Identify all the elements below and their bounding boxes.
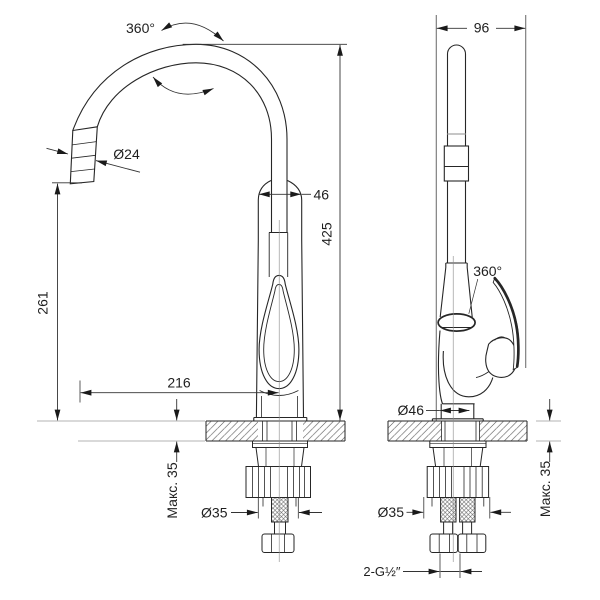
swivel-ring <box>438 314 475 331</box>
aerator <box>70 127 97 184</box>
label-deck-thickness-side: Макс. 35 <box>536 460 553 518</box>
body-profile-left <box>438 331 442 405</box>
mounting-nut <box>246 467 311 498</box>
countertop-front <box>206 421 345 441</box>
label-deck-thickness-front: Макс. 35 <box>163 462 180 519</box>
spout-rotation-arrow-inner <box>153 77 214 94</box>
label-spout-height: 261 <box>34 291 51 315</box>
countertop-hatch <box>388 421 442 441</box>
spout-rotation-arrow <box>162 23 224 41</box>
label-spout-rotation: 360° <box>126 20 155 37</box>
handle-hub <box>486 338 517 378</box>
front-mounting-hardware <box>246 441 311 553</box>
label-overall-depth: 96 <box>473 19 490 36</box>
label-base-diameter: Ø46 <box>397 401 424 418</box>
label-aerator-diameter: Ø24 <box>113 145 140 162</box>
spout-outer-curve <box>73 44 287 139</box>
base-cone <box>433 448 483 467</box>
mounting-nut <box>427 467 488 498</box>
riser-collar <box>444 146 468 181</box>
spout-inner-curve <box>97 63 271 139</box>
label-overall-height: 425 <box>318 222 335 246</box>
countertop-hatch <box>303 421 345 441</box>
mounting-flange <box>253 441 308 448</box>
supply-hose-braid <box>441 498 456 523</box>
label-handle-rotation: 360° <box>473 263 503 279</box>
dim-aerator-leader <box>47 148 69 154</box>
hose-neck <box>444 522 453 534</box>
side-mounting-hardware <box>427 441 488 553</box>
label-spout-reach: 216 <box>167 374 191 391</box>
hose-hex-nut <box>458 534 486 553</box>
dim-aerator-leader <box>96 161 140 173</box>
label-hole-diameter-front: Ø35 <box>201 504 228 521</box>
countertop-side <box>388 421 527 441</box>
base-cone <box>256 448 304 467</box>
mounting-flange <box>430 441 486 448</box>
hose-neck <box>275 522 286 534</box>
supply-hose-braid <box>460 498 475 523</box>
countertop-hatch <box>206 421 258 441</box>
hose-neck <box>463 522 472 534</box>
label-hole-diameter-side: Ø35 <box>377 504 404 520</box>
supply-hose-braid <box>272 498 289 523</box>
side-view-faucet <box>432 45 519 421</box>
label-body-diameter: 46 <box>313 186 330 203</box>
label-connection-thread: 2-G½″ <box>363 564 401 579</box>
hose-hex-nut <box>262 534 294 553</box>
front-view-faucet <box>70 44 306 421</box>
countertop-hatch <box>480 421 528 441</box>
